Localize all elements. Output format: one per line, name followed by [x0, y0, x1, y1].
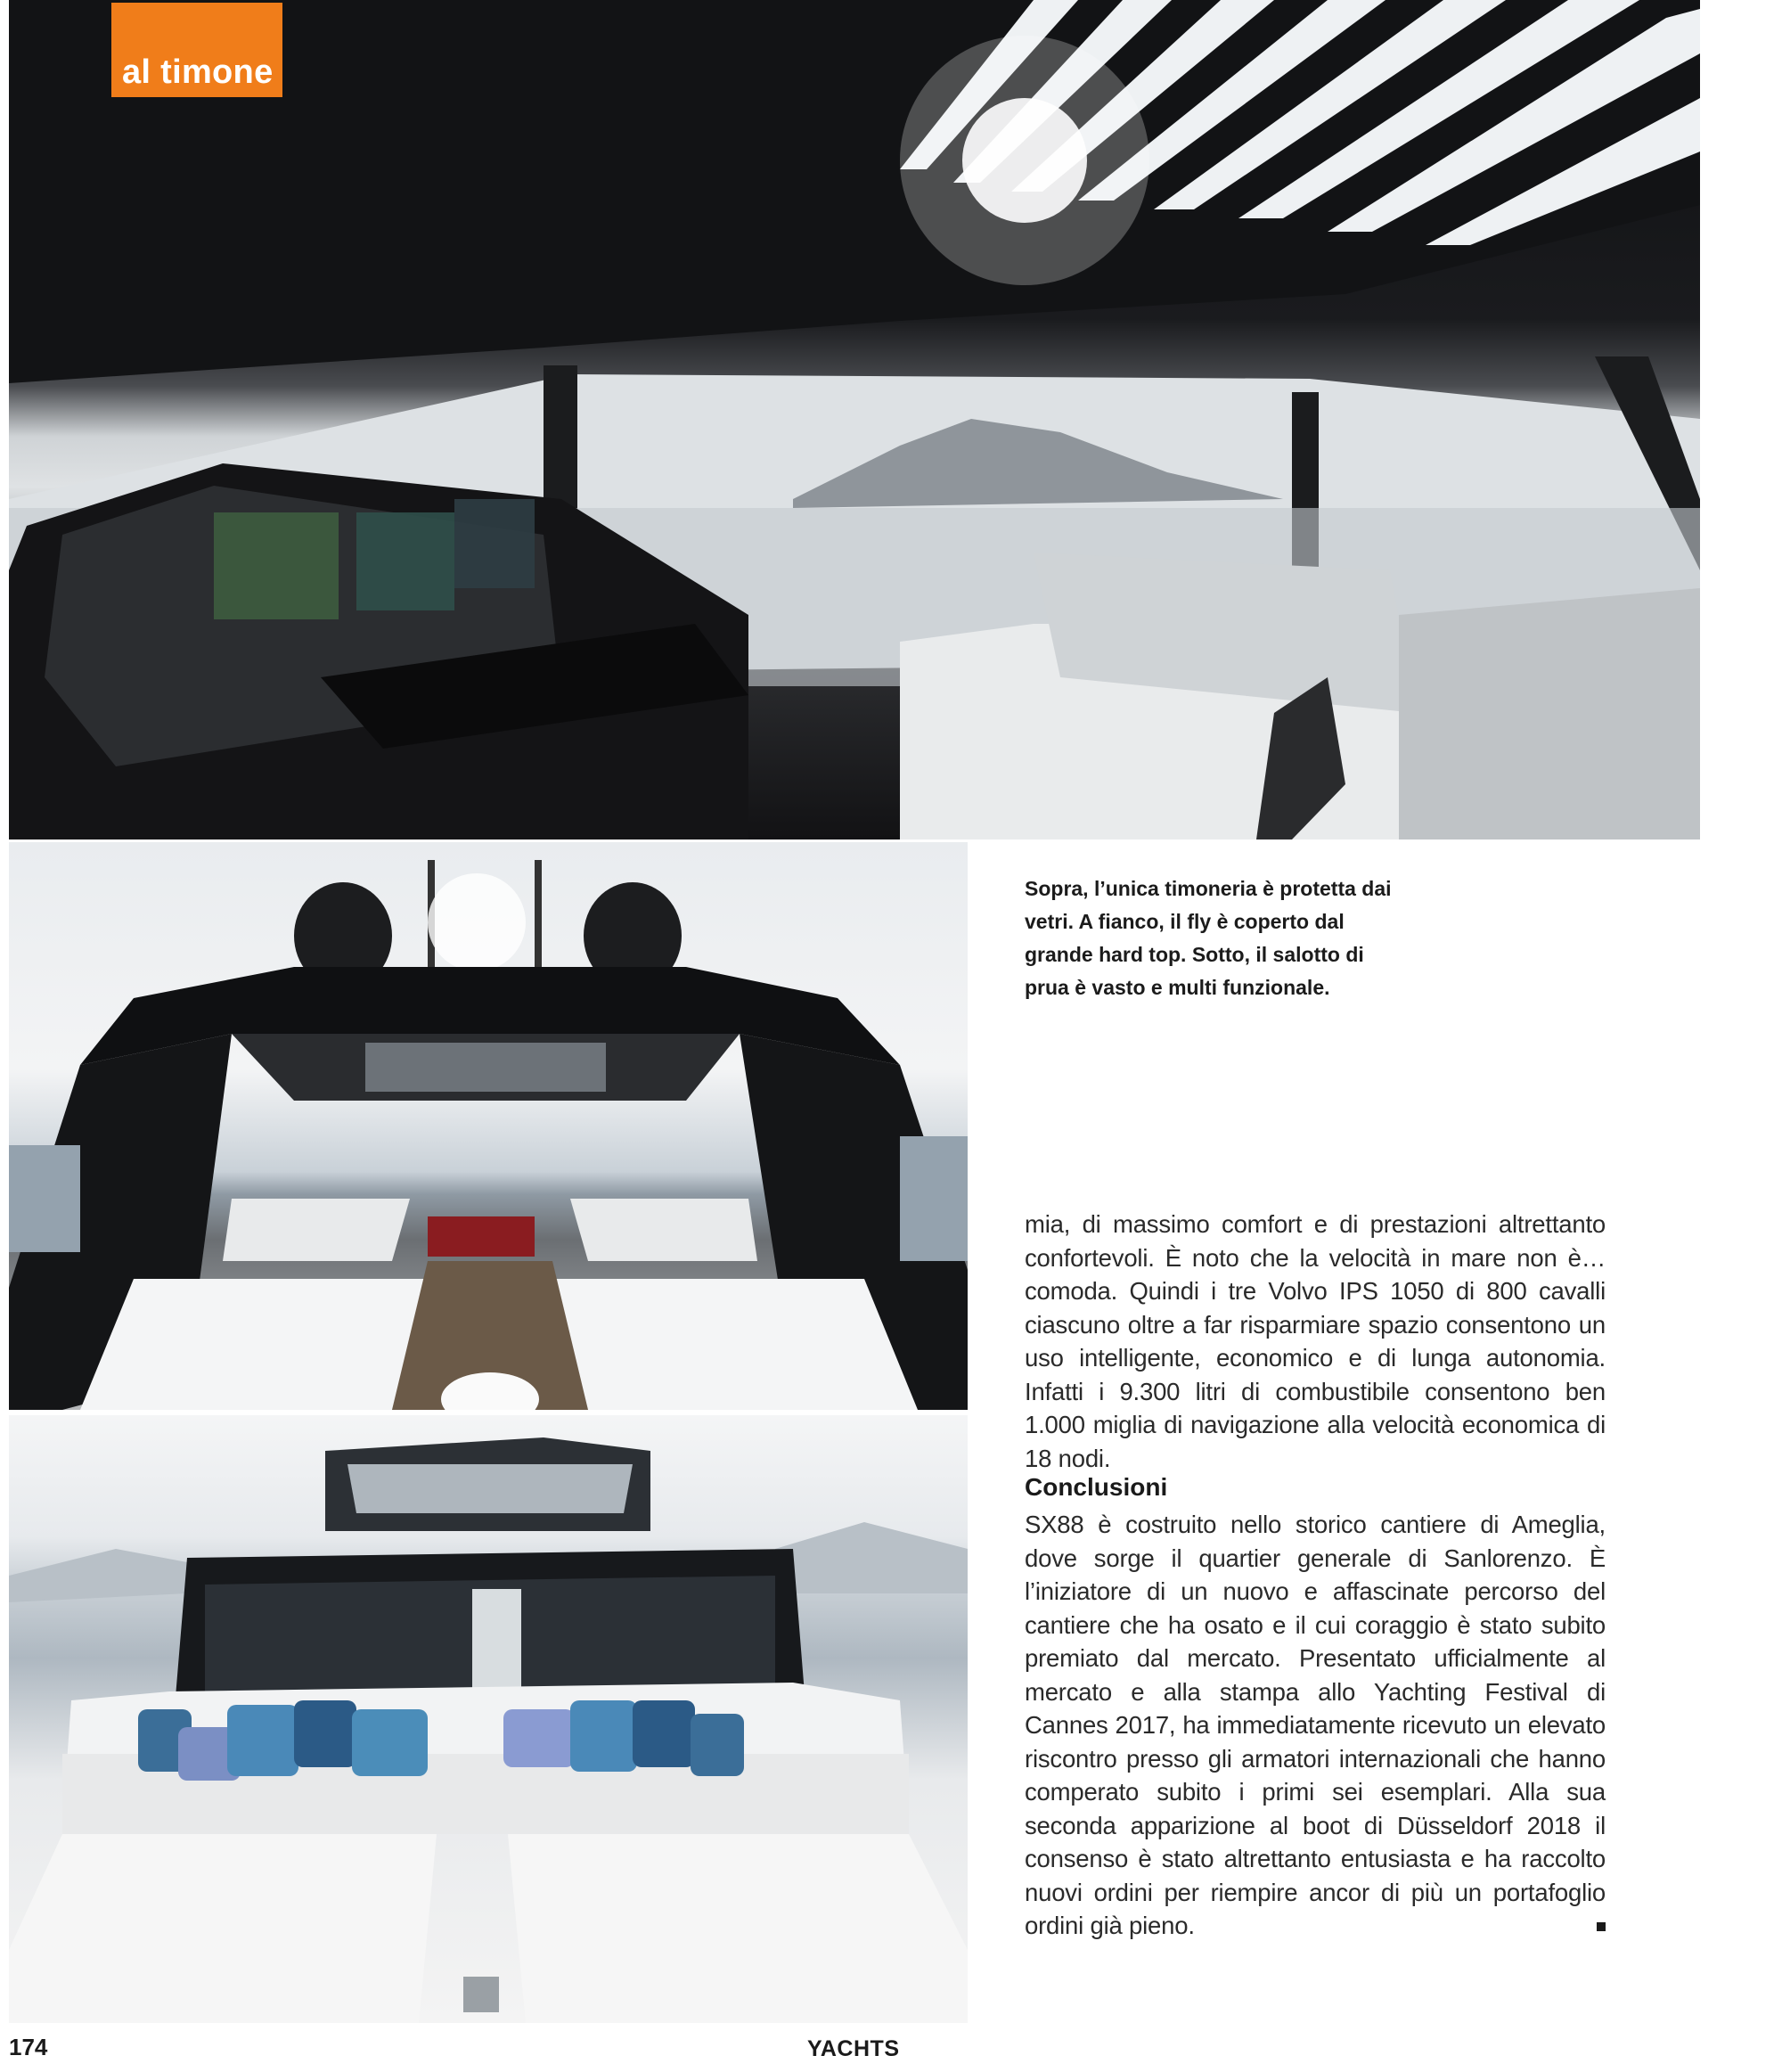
bow-lounge-photo	[9, 1415, 968, 2023]
magazine-name: YACHTS	[807, 2036, 900, 2061]
section-tag	[111, 3, 282, 97]
end-of-article-square-icon	[1597, 1922, 1606, 1931]
helm-station-photo	[9, 0, 1700, 839]
page-number: 174	[9, 2034, 48, 2060]
article-paragraph-2	[1025, 1508, 1606, 1943]
fly-deck-photo	[9, 842, 968, 1410]
article-paragraph-2-text: SX88 è costruito nello storico cantiere di Ameglia, dove sorge il quartier generale di Sanlorenzo. È l’iniziatore di un nuovo e affascinate percorso del cantiere che ha osato e il cui coraggio è stato subito premiato dal mercato. Presentato ufficialmente al mercato e alla stampa allo Yachting Festival di Cannes 2017, ha immediatamente ricevuto un elevato riscontro presso gli armatori internazionali che hanno comperato subito i primi sei esemplari. Alla sua seconda apparizione al boot di Düsseldorf 2018 il consenso è stato altrettanto entusiasta e ha raccolto nuovi ordini per riempire ancor di più un portafoglio ordini già pieno.	[1025, 1511, 1606, 1939]
article-paragraph-1: mia, di massimo comfort e di prestazioni altrettanto confortevoli. È noto che la velocità in mare non è… comoda. Quindi i tre Volvo IPS 1050 di 800 cavalli ciascuno oltre a far risparmiare spazio consentono un uso intelligente, economico e di lunga autonomia. Infatti i 9.300 litri di combustibile consentono ben 1.000 miglia di navigazione alla velocità economica di 18 nodi.	[1025, 1210, 1606, 1472]
photo-caption: Sopra, l’unica timoneria è protetta dai vetri. A fianco, il fly è coperto dal grande hard top. Sotto, il salotto di prua è vasto e multi funzionale.	[1025, 877, 1392, 999]
section-tag-label: al timone	[122, 53, 274, 91]
section-heading: Conclusioni	[1025, 1473, 1168, 1501]
